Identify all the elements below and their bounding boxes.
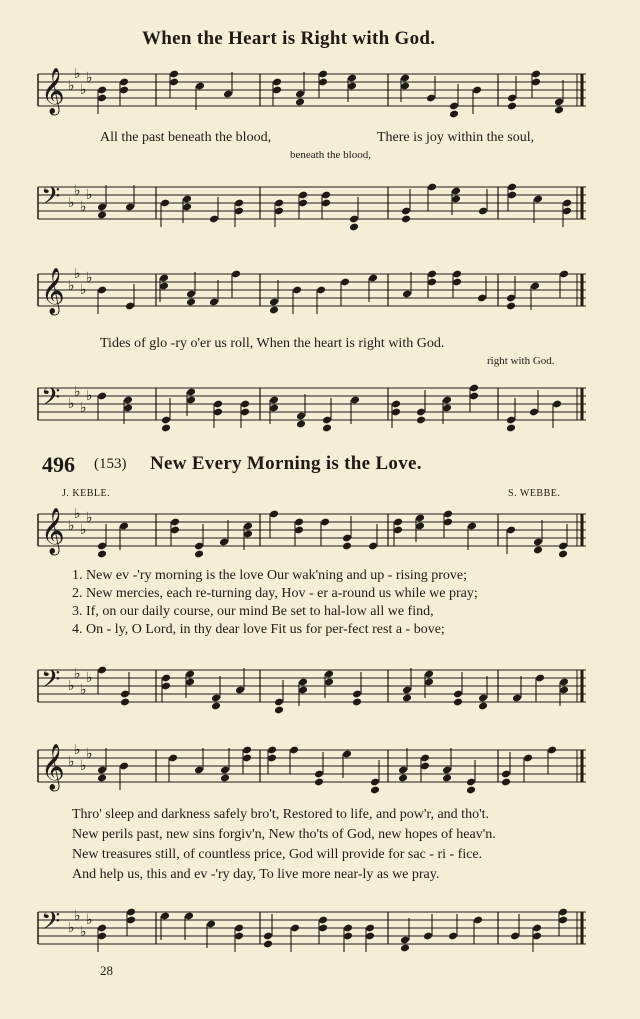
hymn-alt-number: (153) [94, 456, 127, 472]
note-head [220, 774, 230, 783]
flat-sign-icon: ♭ [86, 912, 93, 928]
note-head [466, 786, 476, 795]
hymn-title: New Every Morning is the Love. [150, 453, 422, 474]
verse-line: New perils past, new sins forgiv'n, New tho'ts of God, new hopes of heav'n. [72, 827, 496, 842]
bass-staff [38, 666, 586, 706]
flat-sign-icon: ♭ [74, 384, 81, 400]
flat-sign-icon: ♭ [86, 70, 93, 86]
bass-staff [38, 908, 586, 948]
flat-sign-icon: ♭ [74, 742, 81, 758]
flat-sign-icon: ♭ [68, 754, 75, 770]
flat-sign-icon: ♭ [68, 920, 75, 936]
note-head [194, 550, 204, 559]
flat-sign-icon: ♭ [68, 396, 75, 412]
note-head [97, 211, 107, 220]
flat-sign-icon: ♭ [80, 282, 87, 298]
flat-sign-icon: ♭ [68, 78, 75, 94]
flat-sign-icon: ♭ [86, 270, 93, 286]
treble-clef-icon: 𝄞 [41, 68, 65, 114]
bass-clef-icon: 𝄢 [41, 665, 61, 700]
flat-sign-icon: ♭ [74, 183, 81, 199]
flat-sign-icon: ♭ [74, 506, 81, 522]
treble-staff [38, 742, 586, 790]
treble-staff [38, 506, 586, 554]
note-head [402, 694, 412, 703]
note-head [416, 416, 426, 425]
flat-sign-icon: ♭ [68, 678, 75, 694]
flat-sign-icon: ♭ [80, 82, 87, 98]
lyric-line: Tides of glo -ry o'er us roll, When the heart is right with God. [100, 336, 445, 351]
note-head [352, 698, 362, 707]
bass-clef-icon: 𝄢 [41, 907, 61, 942]
note-head [274, 706, 284, 715]
treble-clef-icon: 𝄞 [41, 744, 65, 790]
flat-sign-icon: ♭ [80, 400, 87, 416]
note-head [400, 944, 410, 953]
note-head [269, 306, 279, 315]
bass-staff [38, 384, 586, 424]
note-head [507, 102, 517, 111]
flat-sign-icon: ♭ [86, 388, 93, 404]
flat-sign-icon: ♭ [74, 666, 81, 682]
flat-sign-icon: ♭ [86, 746, 93, 762]
note-head [322, 424, 332, 433]
lyric-line: There is joy within the soul, [377, 130, 535, 145]
note-head [186, 298, 196, 307]
hymn-author: J. KEBLE. [62, 488, 111, 499]
note-head [554, 106, 564, 115]
flat-sign-icon: ♭ [80, 522, 87, 538]
note-head [120, 698, 130, 707]
lyric-line: All the past beneath the blood, [100, 130, 272, 145]
note-head [478, 702, 488, 711]
note-head [398, 774, 408, 783]
note-head [442, 774, 452, 783]
flat-sign-icon: ♭ [80, 199, 87, 215]
note-head [558, 550, 568, 559]
flat-sign-icon: ♭ [68, 195, 75, 211]
note-head [533, 546, 543, 555]
verse-line: New treasures still, of countless price, God will provide for sac - ri - fice. [72, 847, 483, 862]
note-head [263, 940, 273, 949]
hymn-number: 496 [42, 452, 75, 477]
verse-line: Thro' sleep and darkness safely bro't, Restored to life, and pow'r, and tho't. [72, 807, 489, 822]
note-head [370, 786, 380, 795]
hymn-composer: S. WEBBE. [508, 488, 561, 499]
note-head [506, 424, 516, 433]
bass-staff [38, 183, 586, 223]
note-head [506, 302, 516, 311]
treble-clef-icon: 𝄞 [41, 508, 65, 554]
bass-clef-icon: 𝄢 [41, 383, 61, 418]
verse-line: And help us, this and ev -'ry day, To live more near-ly as we pray. [72, 867, 440, 882]
flat-sign-icon: ♭ [74, 908, 81, 924]
verse-line: 2. New mercies, each re-turning day, Hov - er a-round us while we pray; [72, 586, 478, 601]
note-head [349, 223, 359, 232]
note-head [211, 702, 221, 711]
note-head [295, 98, 305, 107]
bass-clef-icon: 𝄢 [41, 182, 61, 217]
treble-clef-icon: 𝄞 [41, 268, 65, 314]
flat-sign-icon: ♭ [80, 758, 87, 774]
note-head [296, 420, 306, 429]
note-head [97, 774, 107, 783]
note-head [449, 110, 459, 119]
alt-lyric-line: right with God. [487, 355, 555, 367]
note-head [501, 778, 511, 787]
note-head [314, 778, 324, 787]
verse-line: 1. New ev -'ry morning is the love Our wak'ning and up - rising prove; [72, 568, 468, 583]
flat-sign-icon: ♭ [74, 266, 81, 282]
verse-line: 4. On - ly, O Lord, in thy dear love Fit us for per-fect rest a - bove; [72, 622, 445, 637]
page-number: 28 [100, 963, 113, 978]
flat-sign-icon: ♭ [80, 682, 87, 698]
flat-sign-icon: ♭ [68, 518, 75, 534]
flat-sign-icon: ♭ [86, 670, 93, 686]
flat-sign-icon: ♭ [86, 510, 93, 526]
flat-sign-icon: ♭ [68, 278, 75, 294]
note-head [161, 424, 171, 433]
hymn-title: When the Heart is Right with God. [142, 28, 436, 49]
note-head [342, 542, 352, 551]
note-head [97, 550, 107, 559]
flat-sign-icon: ♭ [80, 924, 87, 940]
flat-sign-icon: ♭ [74, 66, 81, 82]
verse-line: 3. If, on our daily course, our mind Be set to hal-low all we find, [72, 604, 434, 619]
note-head [401, 215, 411, 224]
note-head [453, 698, 463, 707]
treble-staff [38, 266, 586, 314]
alt-lyric-line: beneath the blood, [290, 149, 371, 161]
flat-sign-icon: ♭ [86, 187, 93, 203]
treble-staff [38, 66, 586, 114]
